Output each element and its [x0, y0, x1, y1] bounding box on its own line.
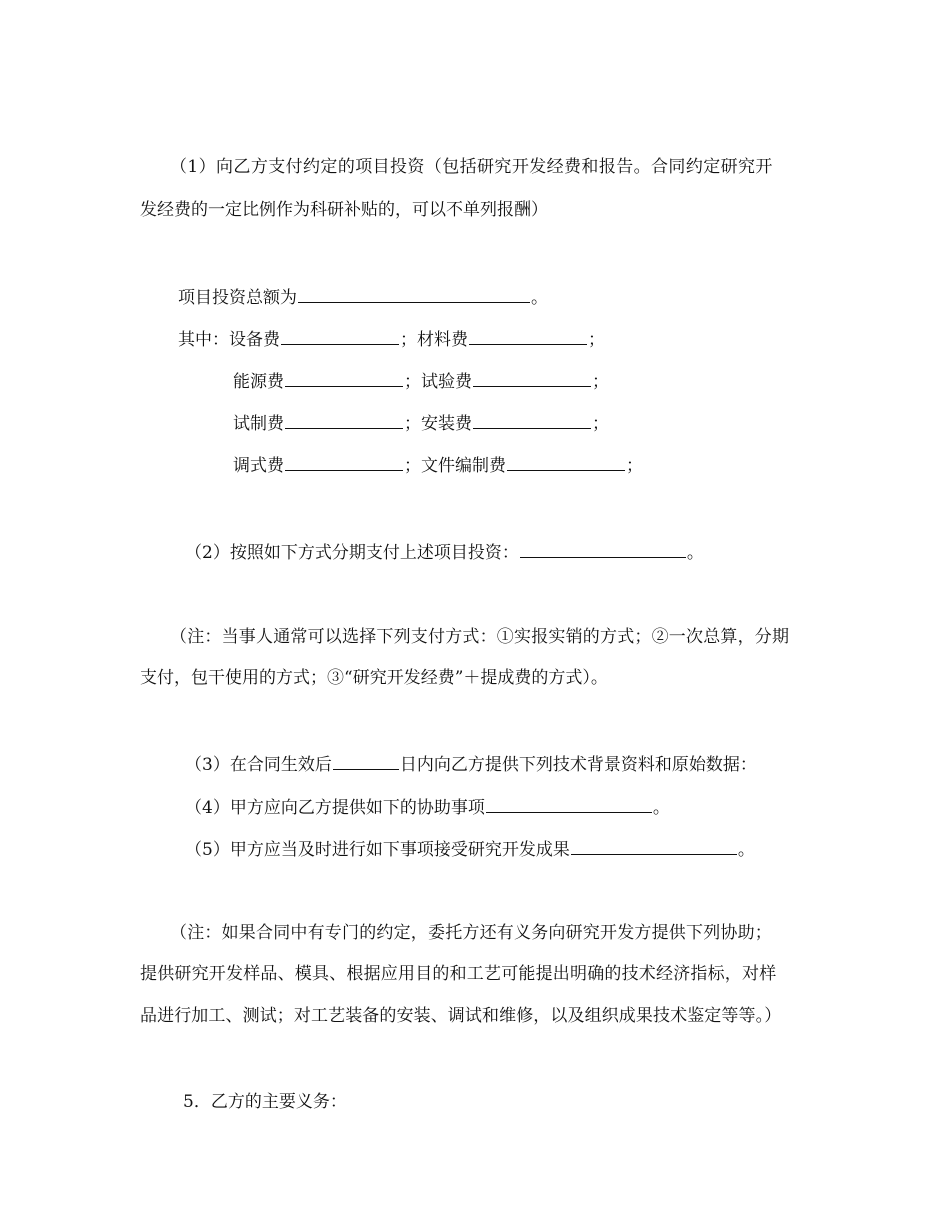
item2-text: （2）按照如下方式分期支付上述项目投资： — [185, 543, 519, 563]
breakdown-row-2 — [233, 368, 609, 394]
total-investment-line — [178, 284, 548, 310]
total-investment-label: 项目投资总额为 — [178, 288, 297, 308]
item3-after: 日内向乙方提供下列技术背景资料和原始数据： — [399, 755, 757, 775]
test-fee-blank — [473, 368, 591, 387]
row1-sep: ； — [400, 330, 417, 350]
breakdown-lead: 其中： — [178, 330, 229, 350]
item4-line — [185, 794, 670, 820]
row1-end: ； — [588, 330, 605, 350]
material-fee-label: 材料费 — [417, 330, 468, 350]
item5-line — [185, 836, 755, 862]
item4-end: 。 — [652, 798, 670, 818]
row3-sep: ； — [404, 414, 421, 434]
item5-end: 。 — [737, 840, 755, 860]
trial-production-fee-blank — [285, 410, 403, 429]
debugging-fee-blank — [285, 452, 403, 471]
para1-line2: 发经费的一定比例作为科研补贴的，可以不单列报酬） — [140, 200, 548, 220]
note2-line3: 品进行加工、测试；对工艺装备的安装、调试和维修，以及组织成果技术鉴定等等。） — [140, 1006, 782, 1026]
equipment-fee-blank — [281, 326, 399, 345]
section5-title: 5．乙方的主要义务： — [183, 1092, 347, 1112]
installation-fee-label: 安装费 — [421, 414, 472, 434]
breakdown-row-1 — [178, 326, 605, 352]
installation-fee-blank — [473, 410, 591, 429]
documentation-fee-blank — [507, 452, 625, 471]
note2-line1: （注：如果合同中有专门的约定，委托方还有义务向研究开发方提供下列协助； — [170, 923, 772, 943]
item3-days-blank — [333, 751, 399, 770]
item2-blank — [520, 539, 686, 558]
item3-before: （3）在合同生效后 — [185, 755, 332, 775]
documentation-fee-label: 文件编制费 — [421, 456, 506, 476]
energy-fee-label: 能源费 — [233, 372, 284, 392]
item5-blank — [571, 836, 737, 855]
para1-line1: （1）向乙方支付约定的项目投资（包括研究开发经费和报告。合同约定研究开 — [170, 157, 773, 177]
item3-line — [185, 751, 757, 777]
material-fee-blank — [469, 326, 587, 345]
test-fee-label: 试验费 — [421, 372, 472, 392]
total-investment-blank — [298, 284, 530, 303]
item2-end: 。 — [686, 543, 704, 563]
row2-end: ； — [592, 372, 609, 392]
breakdown-row-4 — [233, 452, 643, 478]
trial-production-fee-label: 试制费 — [233, 414, 284, 434]
item2-line — [185, 539, 704, 565]
total-investment-end: 。 — [531, 288, 548, 308]
equipment-fee-label: 设备费 — [229, 330, 280, 350]
item4-blank — [486, 794, 652, 813]
breakdown-row-3 — [233, 410, 609, 436]
row2-sep: ； — [404, 372, 421, 392]
row4-end: ； — [626, 456, 643, 476]
item4-text: （4）甲方应向乙方提供如下的协助事项 — [185, 798, 485, 818]
debugging-fee-label: 调式费 — [233, 456, 284, 476]
item5-text: （5）甲方应当及时进行如下事项接受研究开发成果 — [185, 840, 570, 860]
note1-line1: （注：当事人通常可以选择下列支付方式：①实报实销的方式；②一次总算，分期 — [170, 627, 790, 647]
energy-fee-blank — [285, 368, 403, 387]
note2-line2: 提供研究开发样品、模具、根据应用目的和工艺可能提出明确的技术经济指标，对样 — [140, 964, 777, 984]
row3-end: ； — [592, 414, 609, 434]
row4-sep: ； — [404, 456, 421, 476]
note1-line2: 支付，包干使用的方式；③“研究开发经费”＋提成费的方式）。 — [140, 668, 608, 688]
